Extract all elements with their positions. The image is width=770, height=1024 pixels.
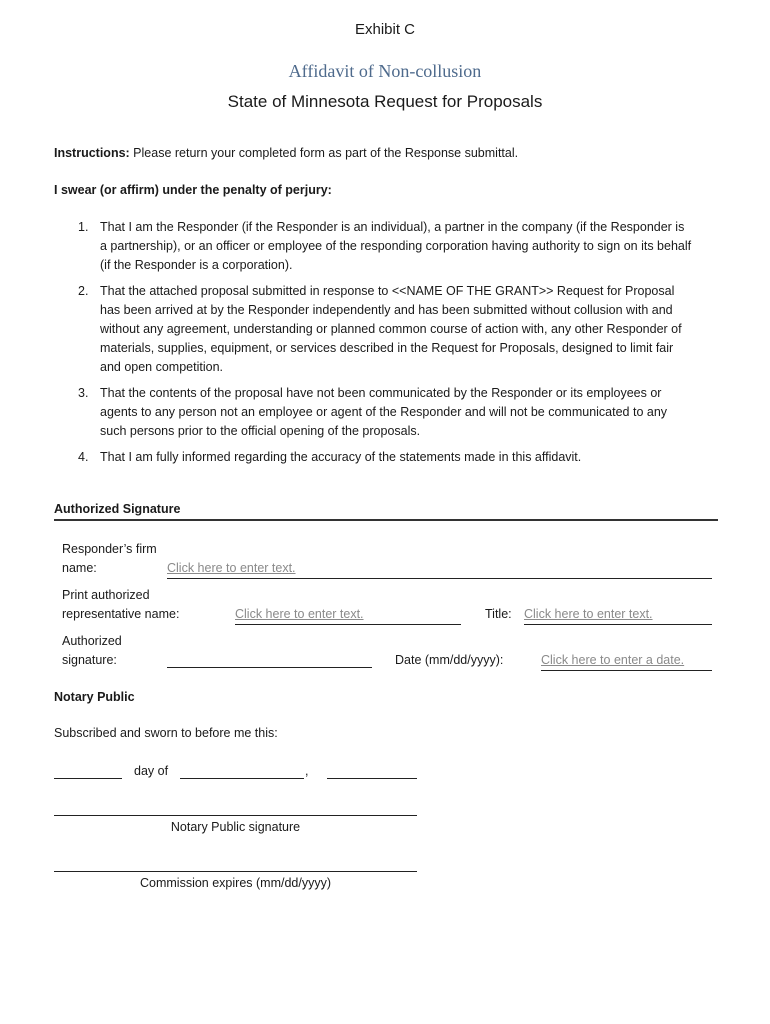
sworn-text: Subscribed and sworn to before me this:	[54, 726, 278, 740]
firm-label-line2: name:	[62, 561, 97, 575]
signature-heading: Authorized Signature	[54, 502, 181, 516]
title-field[interactable]	[524, 607, 712, 625]
date-label: Date (mm/dd/yyyy):	[395, 653, 504, 667]
exhibit-label: Exhibit C	[354, 21, 416, 38]
comma-text: ,	[305, 764, 309, 778]
instructions-label: Instructions:	[54, 146, 130, 160]
list-item: 3. That the contents of the proposal have not been communicated by the Responder or its employees or agents to any person not an employee or agent of the Responder and will not be communicated to any such persons prior to the official opening of the proposals.	[78, 386, 668, 438]
date-field[interactable]	[541, 653, 712, 671]
firm-name-placeholder[interactable]: Click here to enter text.	[167, 561, 296, 575]
document-subtitle: State of Minnesota Request for Proposals	[227, 92, 543, 111]
list-item: 4. That I am fully informed regarding the accuracy of the statements made in this affidavit.	[78, 450, 582, 464]
notary-signature-line[interactable]	[54, 815, 417, 816]
sig-label-line1: Authorized	[62, 634, 122, 648]
rep-label-line2: representative name:	[62, 607, 180, 621]
list-item: 1. That I am the Responder (if the Responder is an individual), a partner in the company (if the Responder is a partnership), or an officer or employee of the responding corporation having authority to sign on its behalf (if the Responder is a corporation).	[78, 220, 692, 272]
commission-line[interactable]	[54, 871, 417, 872]
rep-label-line1: Print authorized	[62, 588, 150, 602]
sig-label-line2: signature:	[62, 653, 117, 667]
day-of-text: day of	[134, 764, 169, 778]
signature-divider	[54, 519, 718, 521]
swear-statement: I swear (or affirm) under the penalty of perjury:	[54, 183, 332, 197]
commission-label: Commission expires (mm/dd/yyyy)	[139, 876, 331, 890]
list-item: 2. That the attached proposal submitted in response to <<NAME OF THE GRANT>> Request for Proposal has been arrived at by the Responder independently and has been submitted without collusion with and without any agreement, understanding or planned common course of action with, any other Responder of materials, supplies, equipment, or services described in the Request for Proposals, designed to limit fair and open competition.	[78, 284, 682, 374]
month-blank-line[interactable]	[180, 778, 304, 779]
year-blank-line[interactable]	[327, 778, 417, 779]
title-placeholder[interactable]: Click here to enter text.	[524, 607, 653, 621]
affidavit-list	[54, 218, 694, 474]
authorized-signature-line[interactable]	[167, 667, 372, 668]
document-title: Affidavit of Non-collusion	[288, 61, 482, 81]
day-blank-line[interactable]	[54, 778, 122, 779]
notary-signature-label: Notary Public signature	[170, 820, 301, 834]
rep-name-field[interactable]	[235, 607, 461, 625]
title-label: Title:	[485, 607, 512, 621]
firm-label-line1: Responder’s firm	[62, 542, 157, 556]
date-placeholder[interactable]: Click here to enter a date.	[541, 653, 685, 667]
rep-name-placeholder[interactable]: Click here to enter text.	[235, 607, 364, 621]
firm-name-field[interactable]	[167, 561, 712, 579]
instructions-text: Please return your completed form as part of the Response submittal.	[129, 146, 519, 160]
notary-heading: Notary Public	[54, 690, 135, 704]
instructions	[54, 146, 518, 160]
